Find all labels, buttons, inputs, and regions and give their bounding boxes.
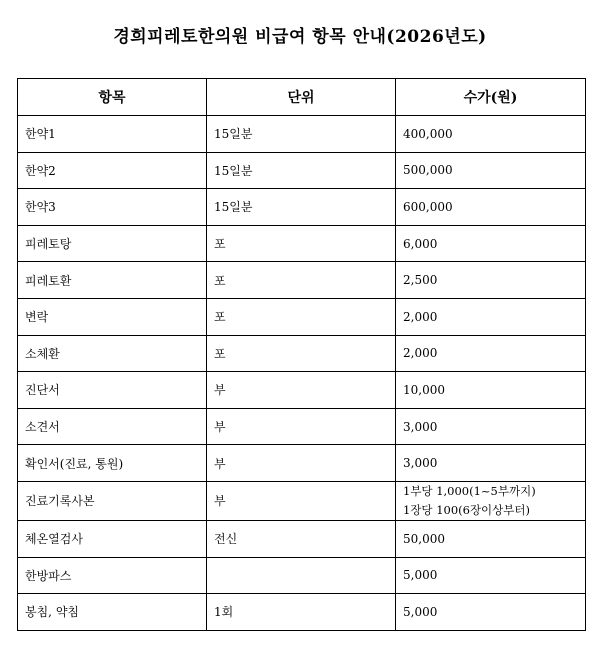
cell-unit: 포 (207, 225, 396, 262)
cell-unit: 부 (207, 372, 396, 409)
price-line: 6,000 (403, 236, 438, 251)
price-line: 3,000 (403, 419, 438, 434)
cell-item: 진료기록사본 (18, 481, 207, 520)
cell-unit: 1회 (207, 594, 396, 631)
price-line: 5,000 (403, 568, 438, 583)
cell-unit: 부 (207, 408, 396, 445)
price-line: 2,000 (403, 309, 438, 324)
cell-unit: 부 (207, 481, 396, 520)
column-header-unit: 단위 (207, 79, 396, 116)
cell-item: 진단서 (18, 372, 207, 409)
cell-item: 피레토환 (18, 262, 207, 299)
price-line: 600,000 (403, 199, 453, 214)
cell-price (396, 262, 586, 299)
cell-price (396, 116, 586, 153)
table-header-row (18, 79, 586, 116)
price-line: 400,000 (403, 126, 453, 141)
table-row (18, 225, 586, 262)
cell-price (396, 594, 586, 631)
cell-price (396, 225, 586, 262)
cell-unit: 15일분 (207, 189, 396, 226)
price-line: 1장당 100(6장이상부터) (403, 502, 530, 517)
cell-item: 소체환 (18, 335, 207, 372)
table-row (18, 298, 586, 335)
table-row (18, 520, 586, 557)
table-row (18, 445, 586, 482)
column-header-item: 항목 (18, 79, 207, 116)
cell-item: 한약3 (18, 189, 207, 226)
cell-item: 소견서 (18, 408, 207, 445)
cell-price (396, 189, 586, 226)
cell-price (396, 408, 586, 445)
page-title: 경희피레토한의원 비급여 항목 안내(2026년도) (113, 27, 487, 47)
price-line: 3,000 (403, 456, 438, 471)
price-line: 2,000 (403, 346, 438, 361)
cell-item: 피레토탕 (18, 225, 207, 262)
cell-unit (207, 557, 396, 594)
price-line: 10,000 (403, 382, 445, 397)
table-row (18, 372, 586, 409)
price-line: 50,000 (403, 531, 445, 546)
cell-price (396, 372, 586, 409)
table-row (18, 152, 586, 189)
table-row (18, 116, 586, 153)
cell-item: 변락 (18, 298, 207, 335)
table-row (18, 335, 586, 372)
column-header-price: 수가(원) (396, 79, 586, 116)
cell-item: 체온열검사 (18, 520, 207, 557)
cell-price (396, 520, 586, 557)
cell-unit: 15일분 (207, 152, 396, 189)
cell-unit: 부 (207, 445, 396, 482)
cell-price (396, 152, 586, 189)
cell-unit: 전신 (207, 520, 396, 557)
cell-price (396, 335, 586, 372)
table-row (18, 481, 586, 520)
cell-unit: 15일분 (207, 116, 396, 153)
cell-item: 한방파스 (18, 557, 207, 594)
fee-table (17, 78, 586, 631)
cell-price (396, 298, 586, 335)
cell-item: 한약2 (18, 152, 207, 189)
cell-price (396, 481, 586, 520)
cell-unit: 포 (207, 298, 396, 335)
cell-price (396, 445, 586, 482)
table-row (18, 408, 586, 445)
cell-unit: 포 (207, 262, 396, 299)
cell-unit: 포 (207, 335, 396, 372)
table-row (18, 189, 586, 226)
table-row (18, 557, 586, 594)
table-row (18, 262, 586, 299)
cell-item: 봉침, 약침 (18, 594, 207, 631)
cell-item: 한약1 (18, 116, 207, 153)
price-line: 1부당 1,000(1~5부까지) (403, 483, 536, 498)
table-row (18, 594, 586, 631)
price-line: 5,000 (403, 604, 438, 619)
cell-item: 확인서(진료, 통원) (18, 445, 207, 482)
price-line: 2,500 (403, 273, 438, 288)
cell-price (396, 557, 586, 594)
price-line: 500,000 (403, 163, 453, 178)
